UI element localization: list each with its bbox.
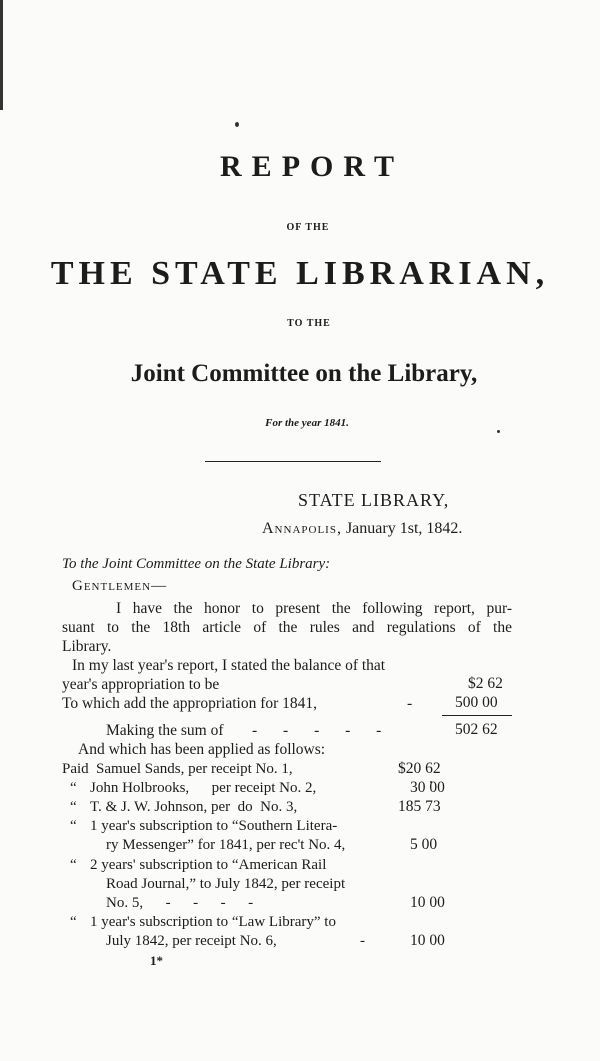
letterhead-date: January 1st, 1842. bbox=[345, 520, 463, 537]
signature-mark: 1* bbox=[150, 953, 163, 968]
payment-description-cont: ry Messenger” for 1841, per rec't No. 4, bbox=[106, 837, 346, 853]
payment-prefix: “ bbox=[70, 780, 77, 796]
letterhead-city: Annapolis, bbox=[262, 520, 342, 537]
paragraph-line: year's appropriation to be bbox=[62, 676, 220, 693]
payment-amount: 5 00 bbox=[410, 836, 438, 853]
for-year-line: For the year 1841. bbox=[265, 417, 349, 429]
leader-dash: - bbox=[360, 933, 365, 949]
main-title: THE STATE LIBRARIAN, bbox=[50, 255, 550, 292]
payment-amount: 10 00 bbox=[410, 894, 445, 911]
page-edge-bar bbox=[0, 0, 3, 110]
committee-title: Joint Committee on the Library, bbox=[130, 360, 478, 387]
letter-salutation: Gentlemen— bbox=[72, 578, 168, 594]
sum-label: Making the sum of bbox=[106, 722, 224, 739]
payment-description: Samuel Sands, per receipt No. 1, bbox=[96, 761, 293, 777]
payment-prefix: “ bbox=[70, 799, 77, 815]
sum-amount: 502 62 bbox=[455, 721, 498, 738]
sum-rule bbox=[442, 715, 512, 716]
paragraph-line: Library. bbox=[62, 638, 112, 655]
payment-description: 1 year's subscription to “Southern Litera- bbox=[90, 818, 338, 834]
leader-dash: - bbox=[407, 695, 413, 712]
of-the-line: OF THE bbox=[286, 222, 330, 233]
payment-description-cont: No. 5, - - - - bbox=[106, 895, 254, 911]
payment-prefix: “ bbox=[70, 818, 77, 834]
payment-description: 2 years' subscription to “American Rail bbox=[90, 857, 327, 873]
ink-speck bbox=[497, 430, 500, 433]
letterhead-date-line bbox=[262, 520, 462, 538]
payment-amount: 185 73 bbox=[398, 798, 441, 815]
payment-description: John Holbrooks, per receipt No. 2, bbox=[90, 780, 317, 796]
paragraph-line: In my last year's report, I stated the balance of that bbox=[72, 657, 386, 674]
paragraph-line: To which add the appropriation for 1841, bbox=[62, 695, 318, 712]
report-heading: REPORT bbox=[220, 150, 404, 183]
appropriation-amount: 500 00 bbox=[455, 694, 498, 711]
balance-amount: $2 62 bbox=[468, 675, 503, 692]
payment-prefix: “ bbox=[70, 857, 77, 873]
ink-speck bbox=[235, 122, 239, 127]
payment-prefix: “ bbox=[70, 914, 77, 930]
title-divider bbox=[205, 461, 381, 462]
payment-description: 1 year's subscription to “Law Library” to bbox=[90, 914, 336, 930]
letter-address: To the Joint Committee on the State Library: bbox=[62, 556, 331, 572]
payment-description-cont: July 1842, per receipt No. 6, bbox=[106, 933, 277, 949]
payment-amount: 30 00 bbox=[410, 779, 445, 796]
paragraph-line: suant to the 18th article of the rules and regulations of the bbox=[62, 619, 512, 636]
payment-amount: $20 62 bbox=[398, 760, 441, 777]
payment-description-cont: Road Journal,” to July 1842, per receipt bbox=[106, 876, 346, 892]
applied-line: And which has been applied as follows: bbox=[78, 741, 326, 758]
paragraph-line: I have the honor to present the following report, pur- bbox=[116, 600, 512, 617]
to-the-line: TO THE bbox=[287, 318, 331, 329]
letterhead-place: STATE LIBRARY, bbox=[298, 490, 450, 510]
payment-prefix: Paid bbox=[62, 761, 89, 777]
payment-amount: 10 00 bbox=[410, 932, 445, 949]
leader-dashes: - - - - - bbox=[252, 722, 382, 739]
payment-description: T. & J. W. Johnson, per do No. 3, bbox=[90, 799, 298, 815]
